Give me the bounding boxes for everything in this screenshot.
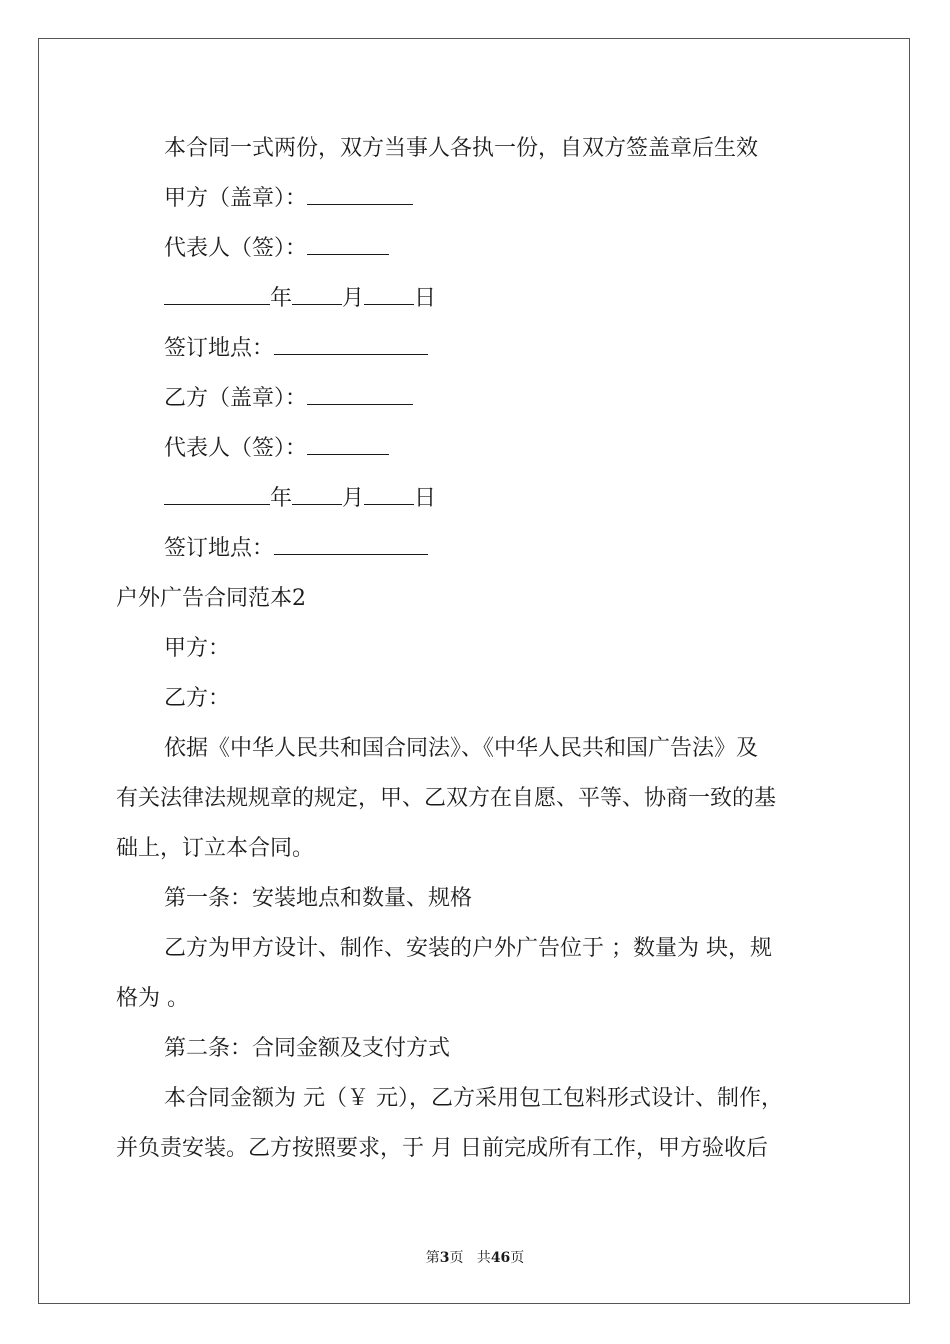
paragraph-line: 础上，订立本合同。 <box>116 836 315 861</box>
total-pages: 46 <box>490 1250 511 1266</box>
article-1-heading: 第一条：安装地点和数量、规格 <box>164 886 473 911</box>
rep-b-line <box>164 434 389 464</box>
rep-a-label: 代表人（签）： <box>164 236 308 261</box>
paragraph-line: 并负责安装。乙方按照要求，于 月 日前完成所有工作，甲方验收后 <box>116 1136 768 1161</box>
year-blank <box>164 284 270 305</box>
footer-page-suffix: 页 <box>449 1250 464 1266</box>
party-b-seal-blank <box>307 384 413 405</box>
party-a-seal-blank <box>307 184 413 205</box>
year-blank <box>164 484 270 505</box>
article-2-heading: 第二条：合同金额及支付方式 <box>164 1036 451 1061</box>
footer-prefix: 第 <box>425 1250 440 1266</box>
rep-b-blank <box>307 434 389 455</box>
month-label: 月 <box>342 486 365 511</box>
paragraph-line: 有关法律法规规章的规定，甲、乙双方在自愿、平等、协商一致的基 <box>116 786 777 811</box>
day-blank <box>364 284 414 305</box>
date-b-line <box>164 484 436 514</box>
party-a-seal-label: 甲方（盖章）： <box>164 186 308 211</box>
page-frame <box>38 38 910 1304</box>
party-b-seal-line <box>164 384 413 414</box>
sign-place-b-label: 签订地点： <box>164 536 275 561</box>
month-blank <box>292 284 342 305</box>
section-heading: 户外广告合同范本2 <box>116 586 306 611</box>
rep-a-line <box>164 234 389 264</box>
paragraph-line: 乙方为甲方设计、制作、安装的户外广告位于 ；数量为 块，规 <box>164 936 772 961</box>
rep-b-label: 代表人（签）： <box>164 436 308 461</box>
footer-total-prefix: 共 <box>476 1250 491 1266</box>
paragraph-line: 依据《中华人民共和国合同法》、《中华人民共和国广告法》及 <box>164 736 759 761</box>
page-number: 3 <box>439 1250 450 1266</box>
day-blank <box>364 484 414 505</box>
sign-place-a-label: 签订地点： <box>164 336 275 361</box>
sign-place-b-blank <box>274 534 428 555</box>
day-label: 日 <box>414 486 437 511</box>
sign-place-a-line <box>164 334 428 364</box>
sign-place-b-line <box>164 534 428 564</box>
paragraph-line: 格为 。 <box>116 986 189 1011</box>
effect-clause: 本合同一式两份，双方当事人各执一份，自双方签盖章后生效 <box>164 136 759 161</box>
footer-total-suffix: 页 <box>510 1250 525 1266</box>
party-b-line: 乙方： <box>164 686 231 711</box>
paragraph-line: 本合同金额为 元（￥ 元），乙方采用包工包料形式设计、制作， <box>164 1086 783 1111</box>
day-label: 日 <box>414 286 437 311</box>
sign-place-a-blank <box>274 334 428 355</box>
party-a-seal-line <box>164 184 413 214</box>
month-blank <box>292 484 342 505</box>
date-a-line <box>164 284 436 314</box>
page-footer <box>0 1247 950 1267</box>
rep-a-blank <box>307 234 389 255</box>
party-a-line: 甲方： <box>164 636 231 661</box>
party-b-seal-label: 乙方（盖章）： <box>164 386 308 411</box>
month-label: 月 <box>342 286 365 311</box>
year-label: 年 <box>270 486 293 511</box>
year-label: 年 <box>270 286 293 311</box>
